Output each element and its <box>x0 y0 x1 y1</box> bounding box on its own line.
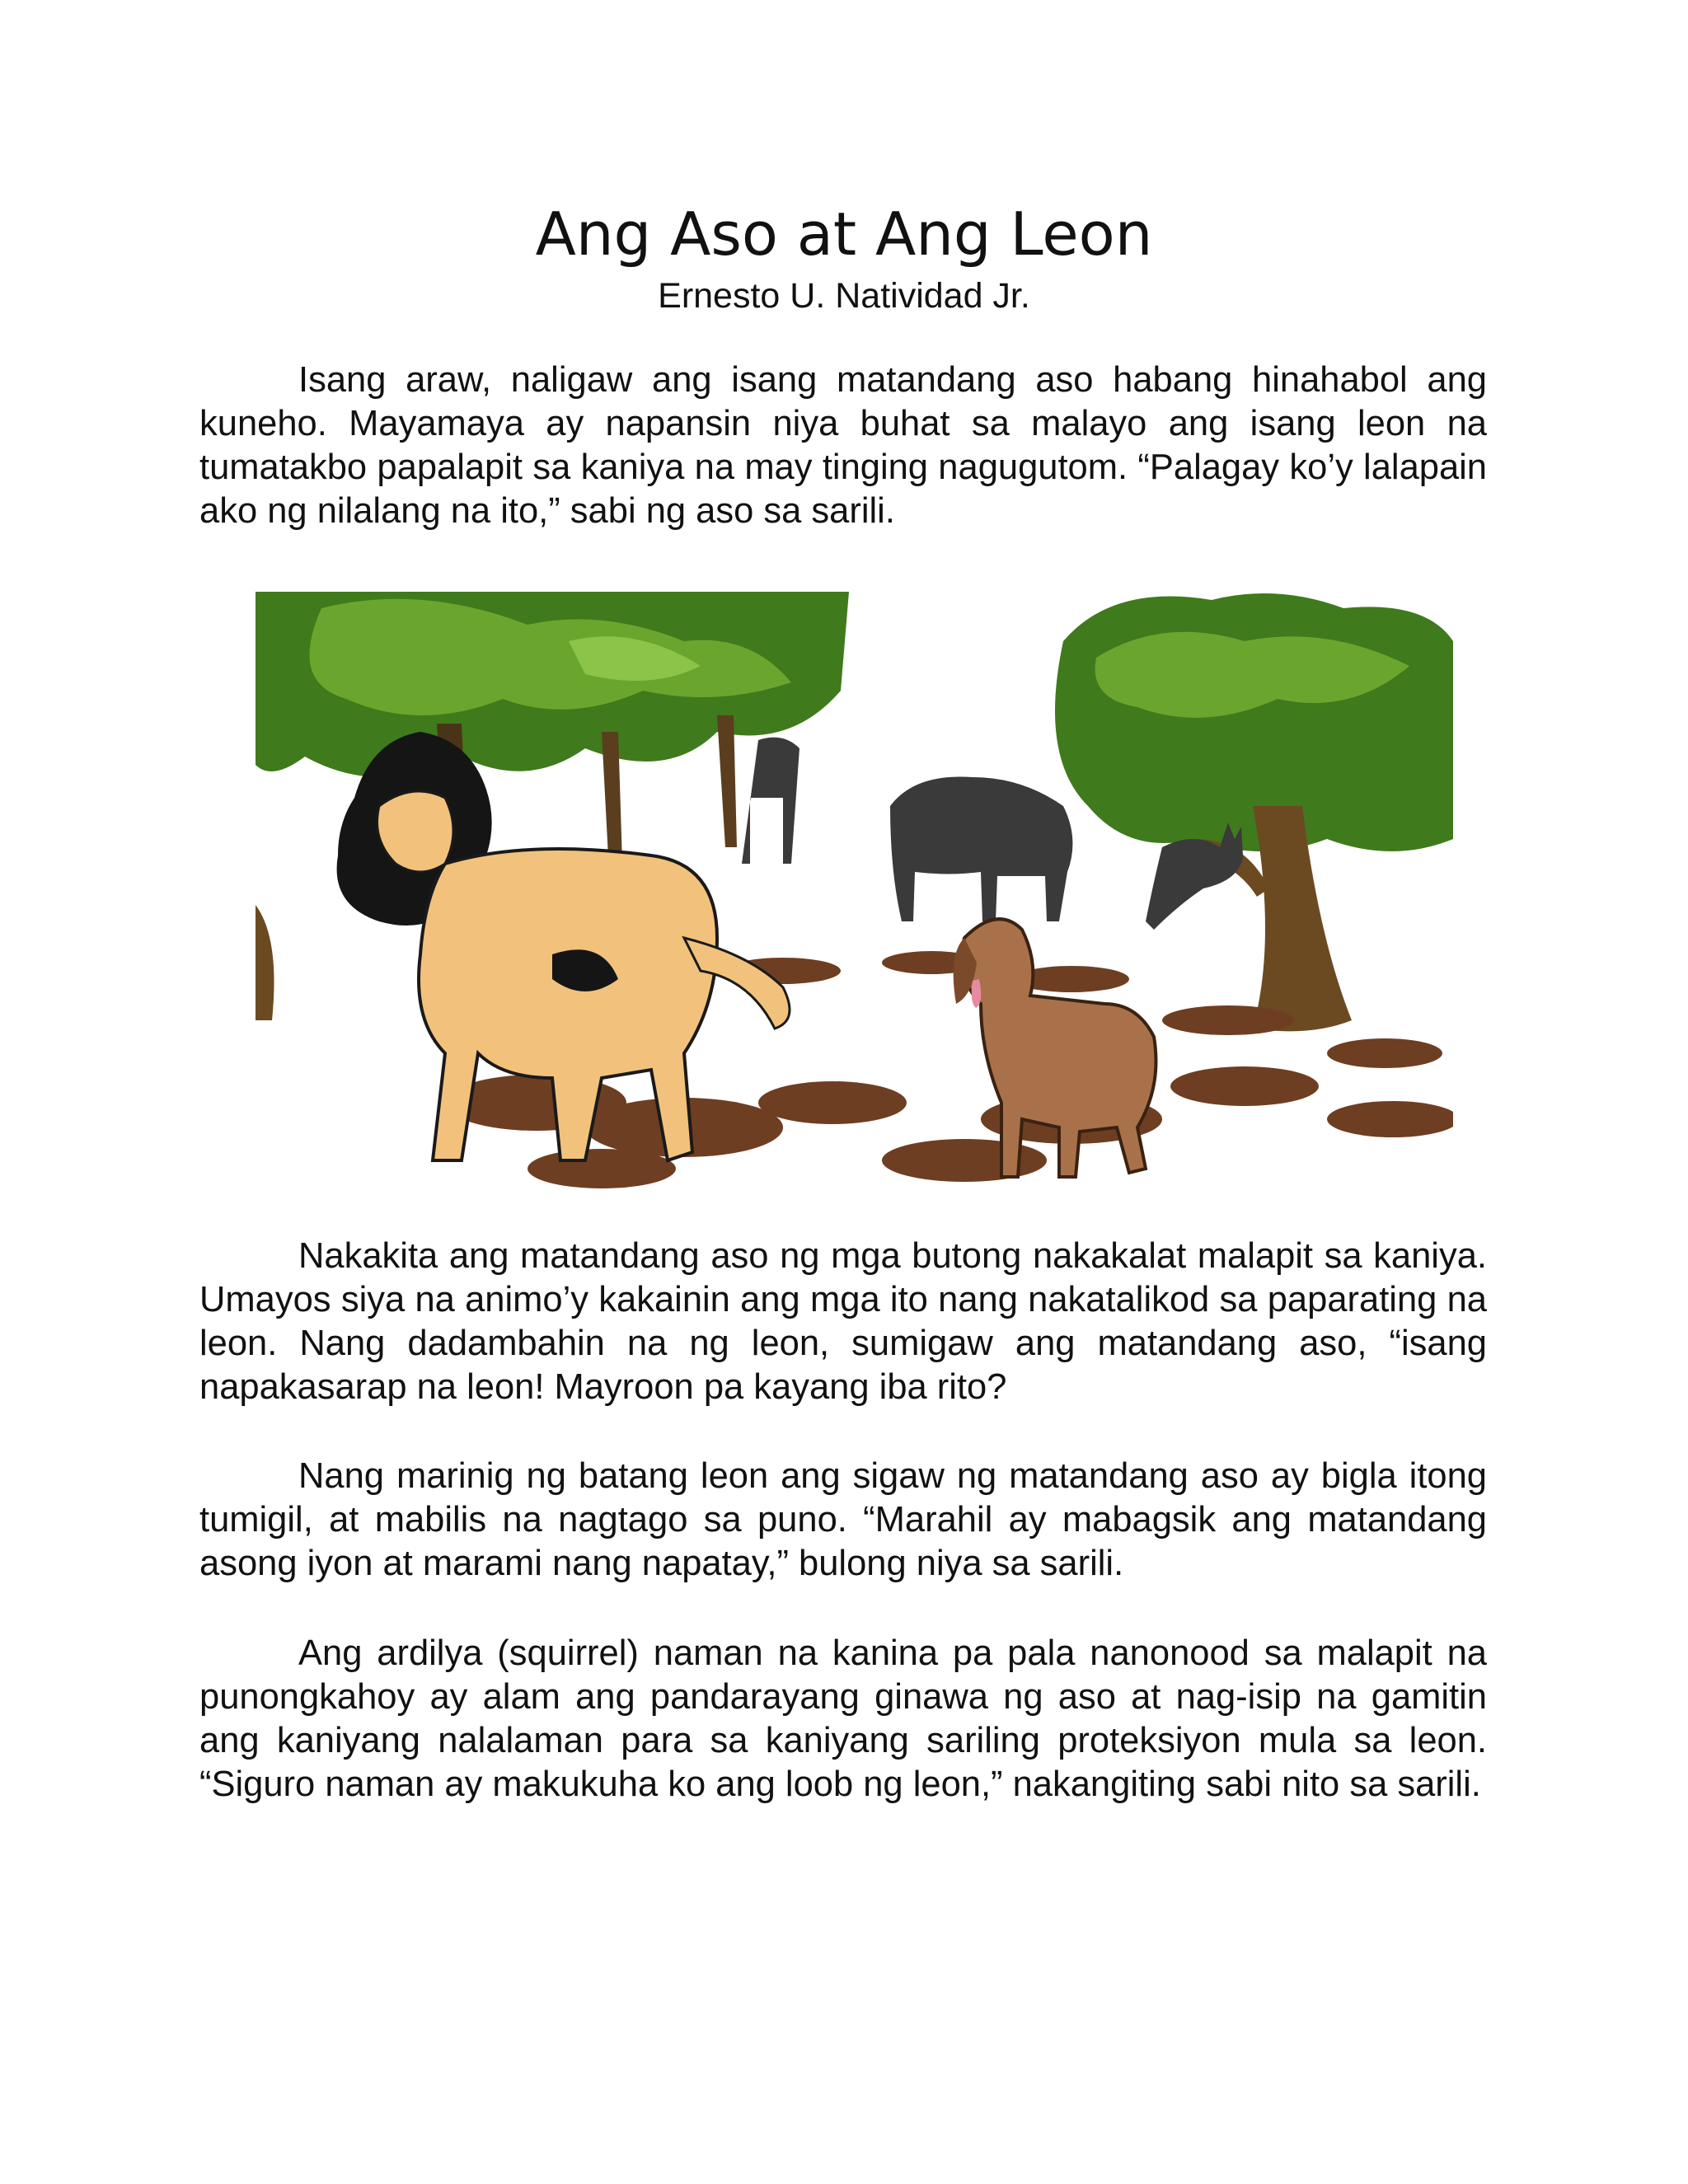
paragraph-3: Nang marinig ng batang leon ang sigaw ng matandang aso ay bigla itong tumigil, at mabilis na nagtago sa puno. “Marahil ay mabagsik ang matandang asong iyon at marami nang napatay,” bulong niya sa sarili. <box>199 1456 1487 1583</box>
author-name: Ernesto U. Natividad Jr. <box>658 276 1030 316</box>
paragraph-1: Isang araw, naligaw ang isang matandang aso habang hinahabol ang kuneho. Mayamaya ay napansin niya buhat sa malayo ang isang leon na tumatakbo papalapit sa kaniya na may tinging nagugutom. “Palagay ko’y lalapain ako ng nilalang na ito,” sabi ng aso sa sarili. <box>199 360 1487 531</box>
paragraph-2: Nakakita ang matandang aso ng mga butong nakakalat malapit sa kaniya. Umayos siya na animo’y kakainin ang mga ito nang nakatalikod sa paparating na leon. Nang dadambahin na ng leon, sumigaw ang matandang aso, “isang napakasarap na leon! Mayroon pa kayang iba rito? <box>199 1236 1487 1407</box>
story-title: Ang Aso at Ang Leon <box>535 199 1153 269</box>
story-illustration <box>256 592 1453 1191</box>
paragraph-4: Ang ardilya (squirrel) naman na kanina pa pala nanonood sa malapit na punongkahoy ay alam ang pandarayang ginawa ng aso at nag-isip na gamitin ang kaniyang nalalaman para sa kaniyang sariling proteksiyon mula sa leon. “Siguro naman ay makukuha ko ang loob ng leon,” nakangiting sabi nito sa sarili. <box>199 1633 1487 1804</box>
